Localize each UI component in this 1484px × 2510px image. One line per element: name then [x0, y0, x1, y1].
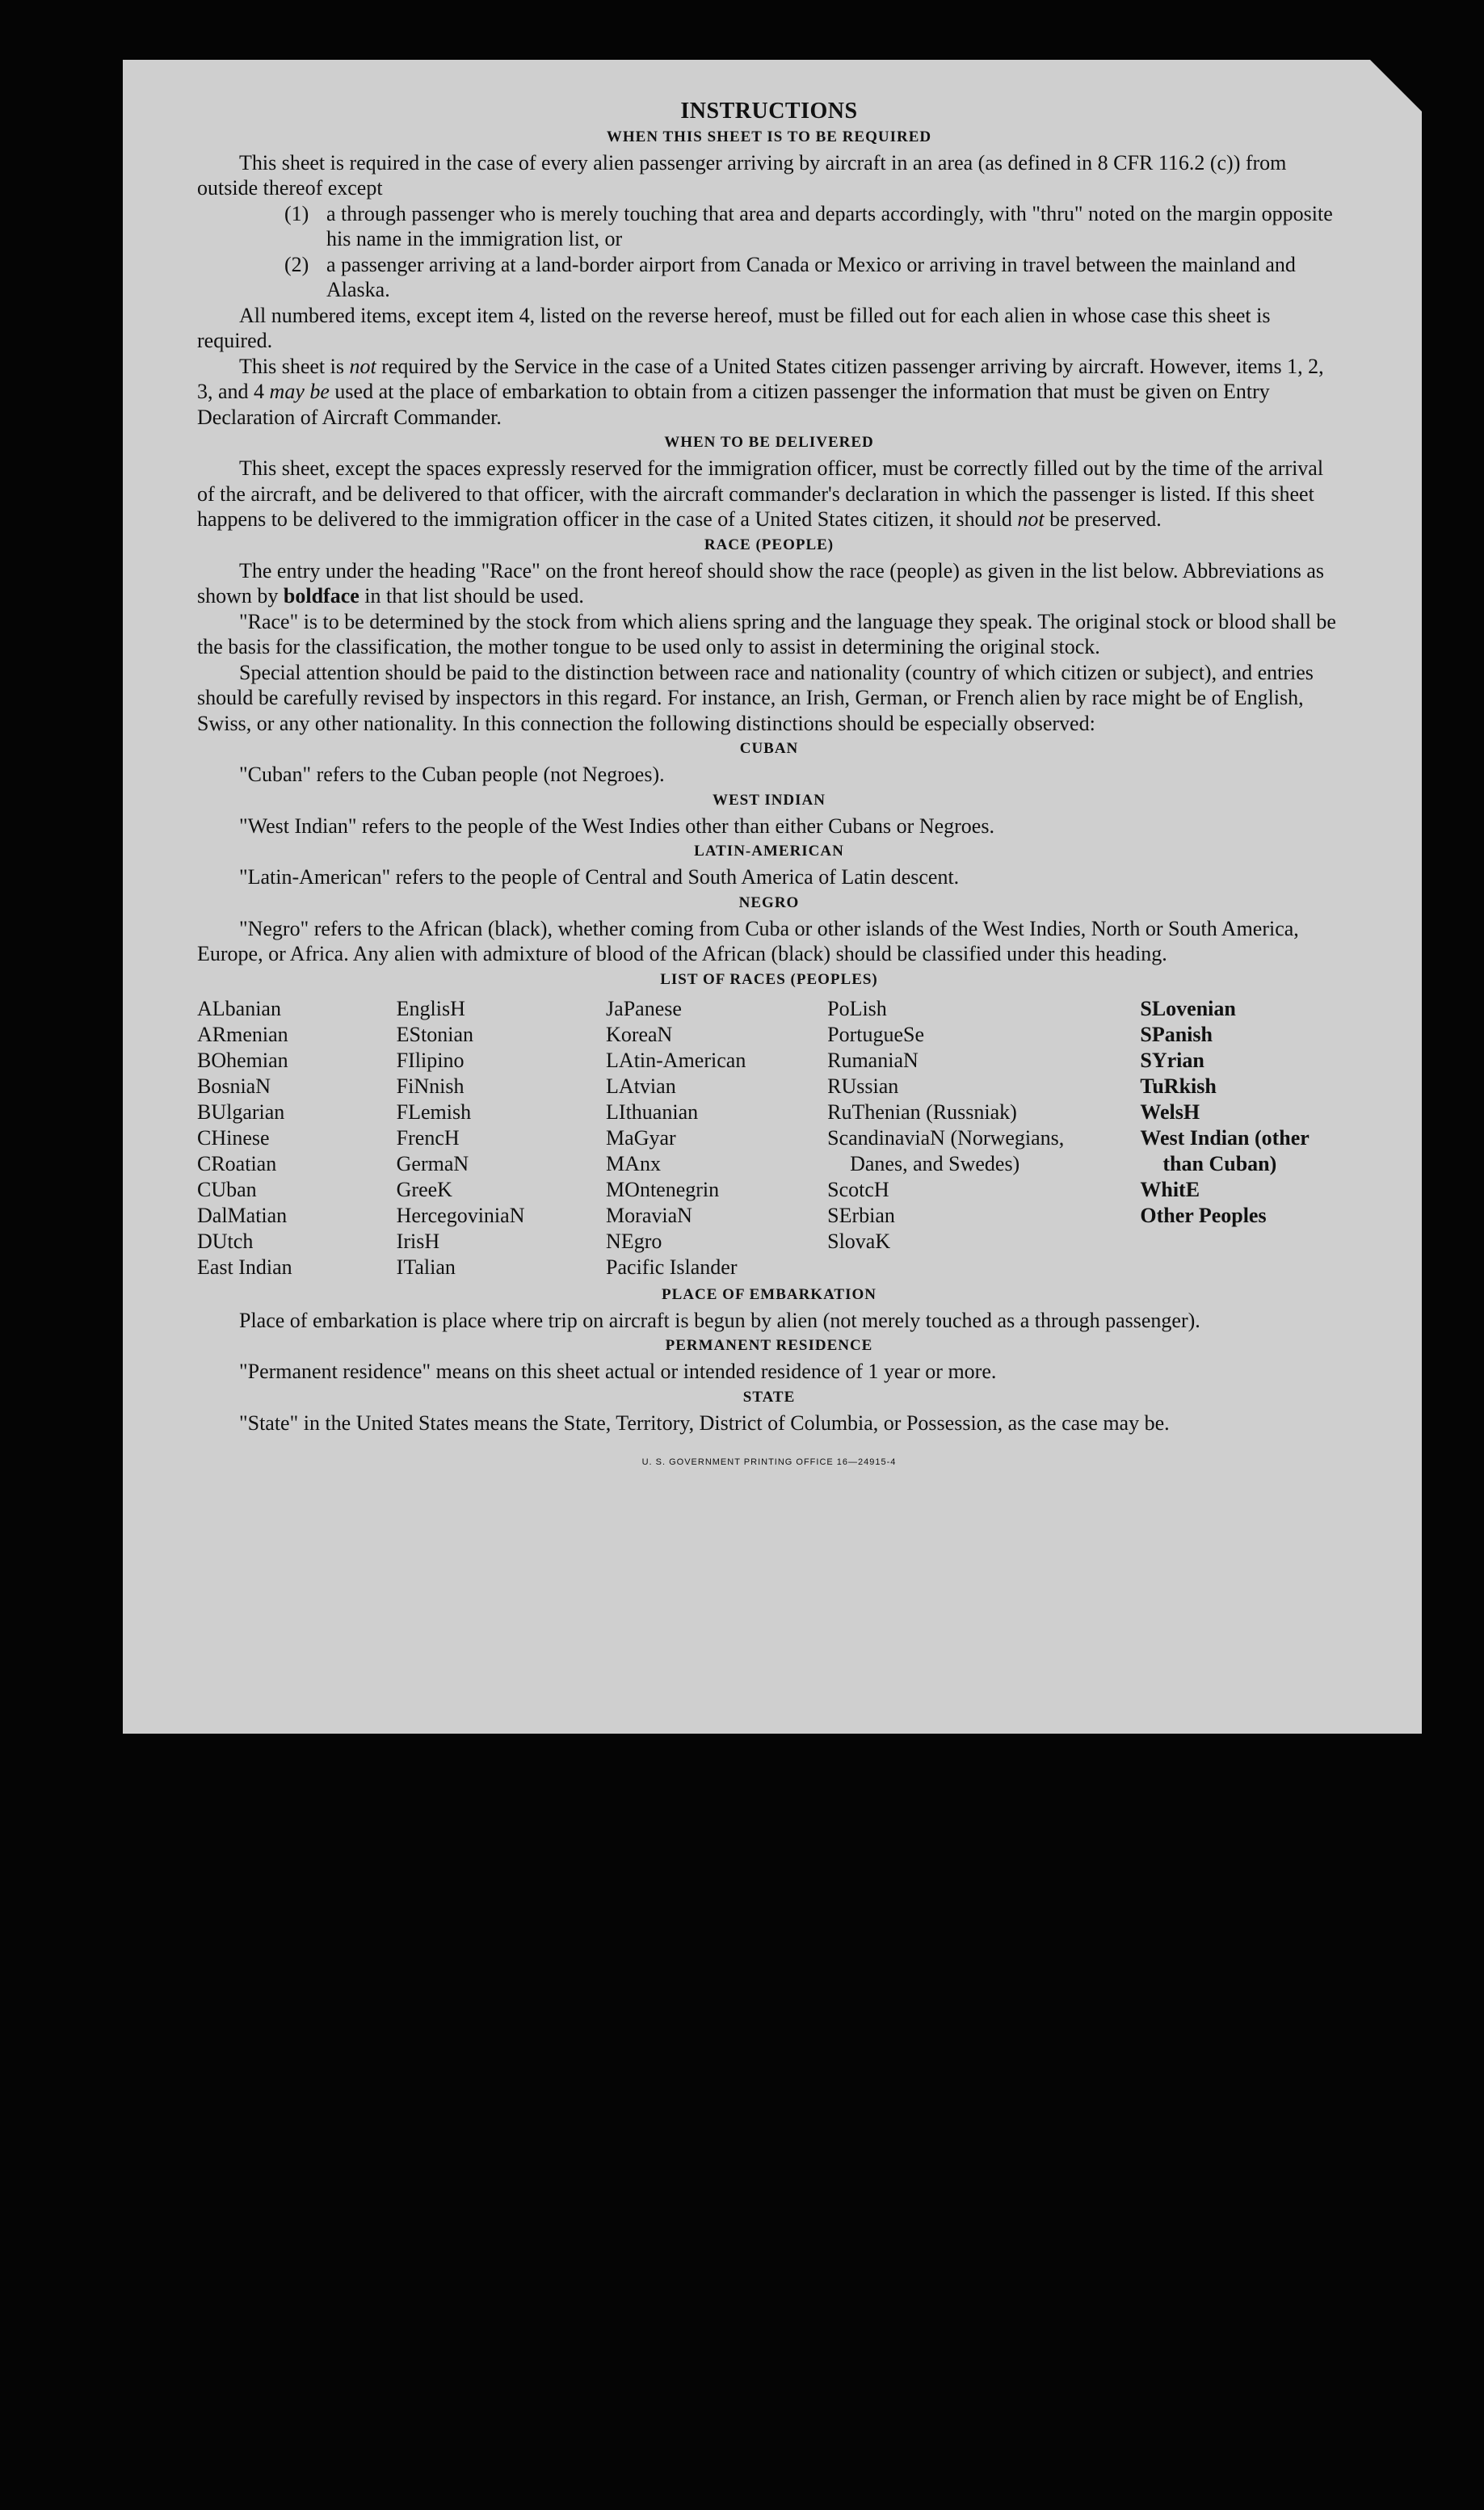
- race-entry: MoraviaN: [606, 1203, 692, 1227]
- race-entry: SlovaK: [827, 1229, 891, 1253]
- paragraph: Special attention should be paid to the distinction between race and nationality (country of which citizen or subject), and entries should be carefully revised by inspectors in this regard. For instance, an Irish, German, or French alien by race might be of English, Swiss, or any other nationality. In this connection the following distinctions should be especially observed:: [197, 660, 1314, 735]
- race-entry: TuRkish: [1140, 1074, 1217, 1098]
- italic-text: not: [349, 354, 376, 378]
- text-run: in that list should be used.: [359, 584, 584, 608]
- list-item: [284, 201, 1341, 252]
- race-entry: BOhemian: [197, 1048, 288, 1072]
- paragraph: [197, 456, 1341, 532]
- race-entry: RuThenian (Russniak): [827, 1099, 1017, 1124]
- race-column: [197, 996, 397, 1280]
- race-entry: LAtvian: [606, 1074, 676, 1098]
- race-entry: NEgro: [606, 1229, 662, 1253]
- document-page: [123, 60, 1422, 1734]
- race-entry: SErbian: [827, 1203, 895, 1227]
- race-entry: SYrian: [1140, 1048, 1204, 1072]
- race-entry: ScandinaviaN (Norwegians, Danes, and Swedes): [827, 1125, 1065, 1175]
- race-entry: EStonian: [396, 1022, 473, 1046]
- text-run: be preserved.: [1044, 507, 1162, 531]
- instructions-body: [197, 99, 1341, 1476]
- heading-embarkation: PLACE OF EMBARKATION: [662, 1285, 877, 1303]
- race-entry: MAnx: [606, 1151, 661, 1175]
- heading-when-required: WHEN THIS SHEET IS TO BE REQUIRED: [606, 128, 932, 145]
- text-run: required by the Service in the case of a United States citizen passenger arriving by aircraft. However, items 1, 2, 3, and 4: [197, 354, 1324, 403]
- paragraph: All numbered items, except item 4, listed on the reverse hereof, must be filled out for each alien in whose case this sheet is required.: [197, 303, 1271, 352]
- race-entry: SPanish: [1140, 1022, 1213, 1046]
- paragraph: "Permanent residence" means on this sheet actual or intended residence of 1 year or more.: [239, 1360, 997, 1383]
- race-entry: EnglisH: [396, 996, 465, 1020]
- race-entry: West Indian (other than Cuban): [1140, 1125, 1310, 1175]
- race-entry: GreeK: [396, 1177, 452, 1201]
- italic-text: not: [1017, 507, 1045, 531]
- race-entry: MaGyar: [606, 1125, 676, 1150]
- race-entry: MOntenegrin: [606, 1177, 720, 1201]
- race-entry: Other Peoples: [1140, 1203, 1267, 1227]
- race-entry: CRoatian: [197, 1151, 277, 1175]
- heading-west-indian: WEST INDIAN: [713, 791, 826, 809]
- text-run: used at the place of embarkation to obtain from a citizen passenger the information that must be given on Entry Declaration of Aircraft Commander.: [197, 380, 1270, 429]
- printing-office-imprint: U. S. GOVERNMENT PRINTING OFFICE 16—24915-4: [641, 1457, 897, 1467]
- paragraph: "State" in the United States means the State, Territory, District of Columbia, or Possession, as the case may be.: [239, 1411, 1170, 1435]
- race-entry: WelsH: [1140, 1099, 1200, 1124]
- italic-text: may be: [269, 380, 330, 403]
- race-entry: SLovenian: [1140, 996, 1236, 1020]
- race-entry: GermaN: [396, 1151, 469, 1175]
- page-title: INSTRUCTIONS: [680, 99, 858, 124]
- race-entry: WhitE: [1140, 1177, 1200, 1201]
- heading-state: STATE: [742, 1388, 796, 1406]
- race-entry: ARmenian: [197, 1022, 288, 1046]
- paragraph: "Cuban" refers to the Cuban people (not Negroes).: [239, 763, 665, 786]
- race-entry: RUssian: [827, 1074, 899, 1098]
- race-entry: ALbanian: [197, 996, 281, 1020]
- list-item: [284, 252, 1341, 303]
- race-entry: LAtin-American: [606, 1048, 746, 1072]
- race-entry: PortugueSe: [827, 1022, 924, 1046]
- race-entry: Pacific Islander: [606, 1255, 738, 1279]
- list-number: (1): [284, 201, 309, 225]
- list-text: a passenger arriving at a land-border airport from Canada or Mexico or arriving in travel between the mainland and Alaska.: [326, 252, 1296, 301]
- paragraph: Place of embarkation is place where trip on aircraft is begun by alien (not merely touched as a through passenger).: [239, 1308, 1200, 1332]
- heading-cuban: CUBAN: [739, 740, 799, 757]
- paragraph: [197, 354, 1341, 431]
- race-entry: FIlipino: [396, 1048, 465, 1072]
- folded-corner: [1370, 60, 1422, 111]
- heading-negro: NEGRO: [738, 893, 800, 911]
- heading-when-delivered: WHEN TO BE DELIVERED: [664, 434, 874, 451]
- paragraph: "Negro" refers to the African (black), whether coming from Cuba or other islands of the West Indies, North or South America, Europe, or Africa. Any alien with admixture of blood of the African (black) should be classified under this heading.: [197, 916, 1299, 965]
- race-entry: IrisH: [396, 1229, 440, 1253]
- heading-race: RACE (PEOPLE): [704, 536, 834, 553]
- race-entry: RumaniaN: [827, 1048, 919, 1072]
- race-entry: ITalian: [396, 1255, 456, 1279]
- race-entry: HercegoviniaN: [396, 1203, 525, 1227]
- race-entry: FLemish: [396, 1099, 472, 1124]
- race-column: [1140, 996, 1341, 1280]
- race-entry: DUtch: [197, 1229, 254, 1253]
- race-column: [827, 996, 1140, 1280]
- race-entry: LIthuanian: [606, 1099, 699, 1124]
- text-run: This sheet is: [239, 354, 350, 378]
- bold-text: boldface: [283, 584, 359, 608]
- race-entry: FrencH: [396, 1125, 460, 1150]
- race-entry: FiNnish: [396, 1074, 465, 1098]
- race-entry: CUban: [197, 1177, 257, 1201]
- text-run: This sheet, except the spaces expressly reserved for the immigration officer, must be correctly filled out by the time of the arrival of the aircraft, and be delivered to that officer, with the aircraft commander's declaration in which the passenger is listed. If this sheet happens to be delivered to the immigration officer in the case of a United States citizen, it should: [197, 456, 1324, 531]
- list-text: a through passenger who is merely touching that area and departs accordingly, with "thru" noted on the margin opposite his name in the immigration list, or: [326, 201, 1333, 250]
- paragraph: "West Indian" refers to the people of the West Indies other than either Cubans or Negroes.: [239, 814, 994, 838]
- list-number: (2): [284, 252, 309, 276]
- heading-permanent-residence: PERMANENT RESIDENCE: [665, 1337, 873, 1354]
- race-entry: PoLish: [827, 996, 887, 1020]
- paragraph: [197, 558, 1341, 609]
- race-entry: DalMatian: [197, 1203, 288, 1227]
- race-entry: JaPanese: [606, 996, 682, 1020]
- race-entry: ScotcH: [827, 1177, 889, 1201]
- race-list: [197, 996, 1341, 1280]
- heading-latin-american: LATIN-AMERICAN: [694, 843, 844, 860]
- race-entry: CHinese: [197, 1125, 270, 1150]
- text-run: The entry under the heading "Race" on the front hereof should show the race (people) as given in the list below. Abbreviations as shown by: [197, 558, 1324, 608]
- race-entry: BUlgarian: [197, 1099, 285, 1124]
- paragraph: "Race" is to be determined by the stock from which aliens spring and the language they speak. The original stock or blood shall be the basis for the classification, the mother tongue to be used only to assist in determining the original stock.: [197, 609, 1336, 658]
- paragraph: "Latin-American" refers to the people of Central and South America of Latin descent.: [239, 865, 960, 889]
- race-entry: KoreaN: [606, 1022, 673, 1046]
- heading-list-of-races: LIST OF RACES (PEOPLES): [660, 970, 878, 988]
- race-entry: East Indian: [197, 1255, 292, 1279]
- race-column: [606, 996, 827, 1280]
- paragraph: This sheet is required in the case of every alien passenger arriving by aircraft in an area (as defined in 8 CFR 116.2 (c)) from outside thereof except: [197, 150, 1287, 200]
- race-entry: BosniaN: [197, 1074, 271, 1098]
- race-column: [397, 996, 606, 1280]
